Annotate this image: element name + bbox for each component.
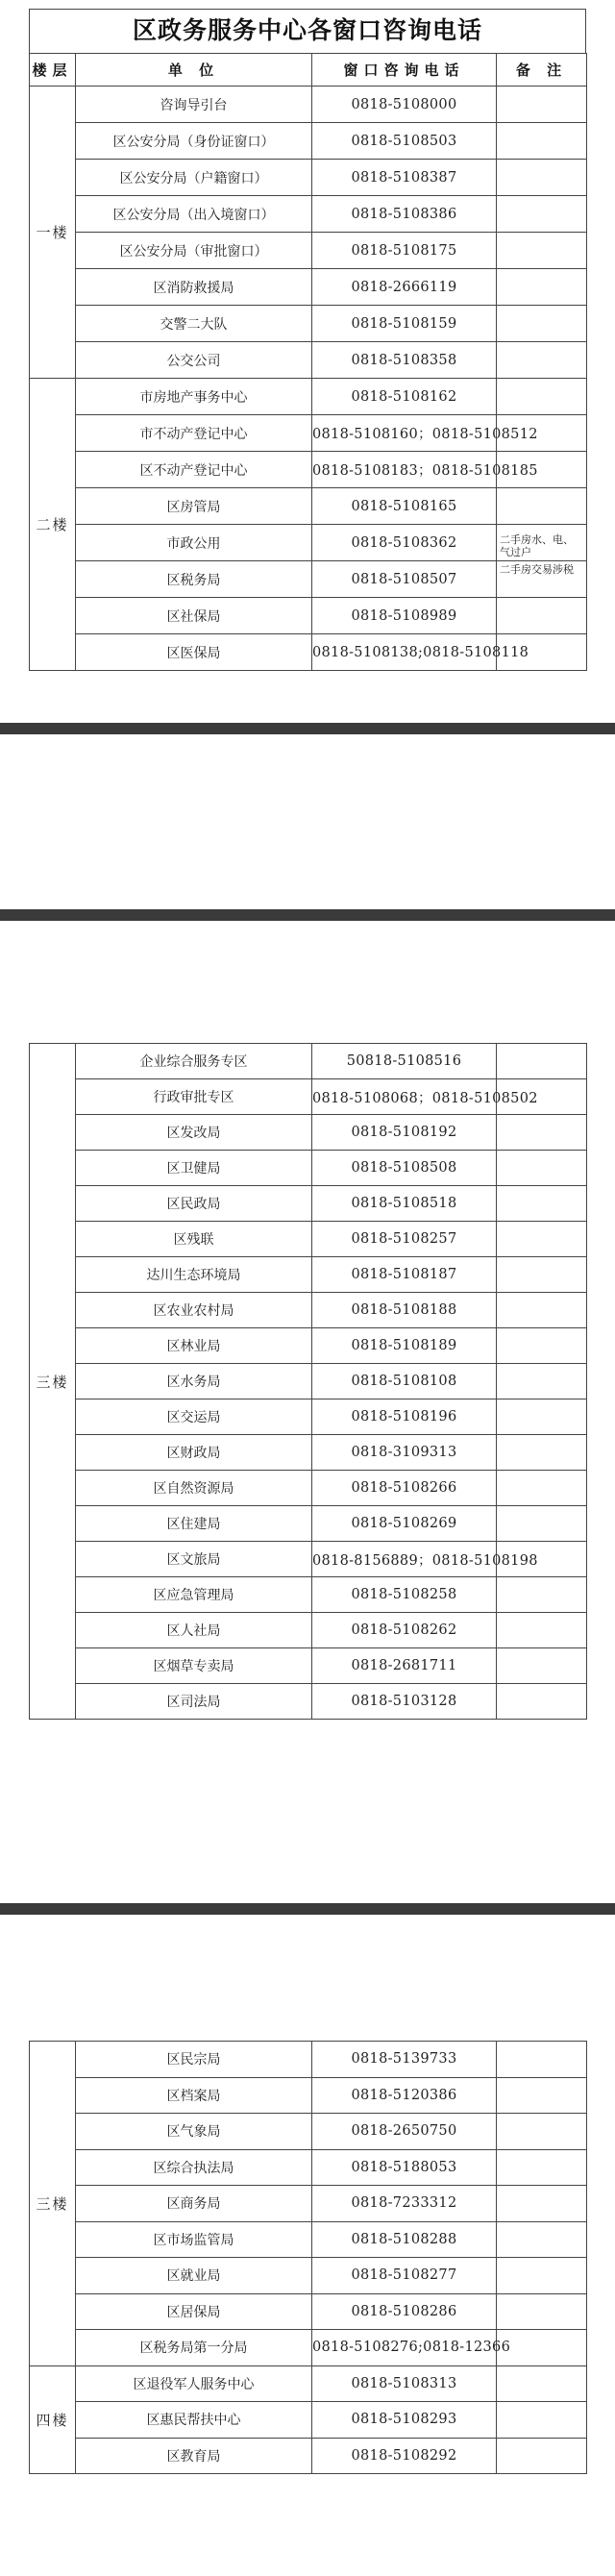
phone-table-page-2 bbox=[29, 1043, 587, 1720]
unit-cell: 区司法局 bbox=[76, 1684, 312, 1720]
unit-cell: 市政公用 bbox=[76, 525, 312, 561]
phone-cell: 0818-5120386 bbox=[312, 2077, 497, 2114]
note-cell bbox=[497, 233, 587, 269]
phone-cell: 0818-5108068；0818-5108502 bbox=[312, 1079, 497, 1115]
phone-table-page-1 bbox=[29, 53, 587, 671]
unit-cell: 区税务局 bbox=[76, 561, 312, 598]
table-row bbox=[30, 87, 587, 123]
phone-cell: 0818-5108518 bbox=[312, 1186, 497, 1222]
table-row bbox=[30, 1435, 587, 1471]
phone-cell: 0818-5108362 bbox=[312, 525, 497, 561]
note-cell bbox=[497, 1257, 587, 1293]
table-row bbox=[30, 379, 587, 415]
note-cell bbox=[497, 2293, 587, 2330]
unit-cell: 区住建局 bbox=[76, 1506, 312, 1542]
phone-cell: 0818-5108288 bbox=[312, 2221, 497, 2258]
table-row bbox=[30, 598, 587, 634]
note-cell: 二手房交易涉税 bbox=[497, 561, 587, 598]
unit-cell: 区公安分局（审批窗口） bbox=[76, 233, 312, 269]
note-cell bbox=[497, 1613, 587, 1648]
note-cell bbox=[497, 196, 587, 233]
note-cell bbox=[497, 1506, 587, 1542]
phone-cell: 0818-5108508 bbox=[312, 1151, 497, 1186]
table-row bbox=[30, 452, 587, 488]
phone-table-page-3 bbox=[29, 2041, 587, 2474]
unit-cell: 区文旅局 bbox=[76, 1542, 312, 1577]
table-row bbox=[30, 160, 587, 196]
table-row bbox=[30, 269, 587, 306]
table-row bbox=[30, 233, 587, 269]
unit-cell: 区人社局 bbox=[76, 1613, 312, 1648]
floor-cell: 三楼 bbox=[30, 2042, 76, 2366]
unit-cell: 行政审批专区 bbox=[76, 1079, 312, 1115]
unit-cell: 区居保局 bbox=[76, 2293, 312, 2330]
phone-cell: 0818-2650750 bbox=[312, 2114, 497, 2150]
phone-cell: 0818-5108138;0818-5108118 bbox=[312, 634, 497, 671]
table-row bbox=[30, 1613, 587, 1648]
unit-cell: 市房地产事务中心 bbox=[76, 379, 312, 415]
note-cell bbox=[497, 1293, 587, 1328]
unit-cell: 公交公司 bbox=[76, 342, 312, 379]
table-row bbox=[30, 1328, 587, 1364]
note-cell bbox=[497, 1364, 587, 1399]
phone-cell: 0818-5108358 bbox=[312, 342, 497, 379]
table-row bbox=[30, 2258, 587, 2294]
unit-cell: 区综合执法局 bbox=[76, 2149, 312, 2186]
phone-cell: 0818-5108989 bbox=[312, 598, 497, 634]
table-row bbox=[30, 1577, 587, 1613]
table-row bbox=[30, 525, 587, 561]
unit-cell: 区林业局 bbox=[76, 1328, 312, 1364]
note-cell bbox=[497, 2258, 587, 2294]
note-cell bbox=[497, 2221, 587, 2258]
table-row bbox=[30, 488, 587, 525]
table-row bbox=[30, 415, 587, 452]
unit-cell: 区市场监管局 bbox=[76, 2221, 312, 2258]
note-cell bbox=[497, 598, 587, 634]
table-row bbox=[30, 123, 587, 160]
phone-cell: 0818-5108507 bbox=[312, 561, 497, 598]
note-cell bbox=[497, 87, 587, 123]
note-cell bbox=[497, 2114, 587, 2150]
unit-cell: 区财政局 bbox=[76, 1435, 312, 1471]
table-row bbox=[30, 1684, 587, 1720]
header-note: 备 注 bbox=[497, 54, 587, 87]
page-separator bbox=[0, 909, 615, 921]
phone-cell: 0818-5108293 bbox=[312, 2402, 497, 2439]
phone-cell: 0818-5108276;0818-12366 bbox=[312, 2330, 497, 2366]
table-row bbox=[30, 2402, 587, 2439]
page-separator bbox=[0, 1903, 615, 1915]
phone-cell: 0818-5108160；0818-5108512 bbox=[312, 415, 497, 452]
header-phone: 窗口咨询电话 bbox=[312, 54, 497, 87]
phone-cell: 0818-5108188 bbox=[312, 1293, 497, 1328]
unit-cell: 区退役军人服务中心 bbox=[76, 2365, 312, 2402]
phone-cell: 0818-5108262 bbox=[312, 1613, 497, 1648]
table-row bbox=[30, 1044, 587, 1079]
table-row bbox=[30, 1257, 587, 1293]
note-cell bbox=[497, 379, 587, 415]
phone-cell: 0818-7233312 bbox=[312, 2186, 497, 2222]
phone-cell: 0818-5108196 bbox=[312, 1399, 497, 1435]
phone-cell: 0818-5108165 bbox=[312, 488, 497, 525]
unit-cell: 区社保局 bbox=[76, 598, 312, 634]
note-cell bbox=[497, 1471, 587, 1506]
note-cell bbox=[497, 1328, 587, 1364]
note-cell bbox=[497, 2438, 587, 2474]
table-row bbox=[30, 1364, 587, 1399]
table-row bbox=[30, 1115, 587, 1151]
table-row bbox=[30, 1471, 587, 1506]
phone-cell: 0818-5108269 bbox=[312, 1506, 497, 1542]
table-row bbox=[30, 2114, 587, 2150]
phone-cell: 0818-5108175 bbox=[312, 233, 497, 269]
phone-cell: 0818-5139733 bbox=[312, 2042, 497, 2078]
note-cell bbox=[497, 123, 587, 160]
unit-cell: 区就业局 bbox=[76, 2258, 312, 2294]
header-floor: 楼层 bbox=[30, 54, 76, 87]
phone-cell: 0818-5108292 bbox=[312, 2438, 497, 2474]
phone-cell: 0818-3109313 bbox=[312, 1435, 497, 1471]
floor-cell: 一楼 bbox=[30, 87, 76, 379]
unit-cell: 区公安分局（出入境窗口） bbox=[76, 196, 312, 233]
note-cell bbox=[497, 2149, 587, 2186]
unit-cell: 区民政局 bbox=[76, 1186, 312, 1222]
note-cell bbox=[497, 1435, 587, 1471]
unit-cell: 区气象局 bbox=[76, 2114, 312, 2150]
phone-cell: 0818-5108192 bbox=[312, 1115, 497, 1151]
table-row bbox=[30, 342, 587, 379]
phone-cell: 0818-5108503 bbox=[312, 123, 497, 160]
unit-cell: 区应急管理局 bbox=[76, 1577, 312, 1613]
note-cell bbox=[497, 1115, 587, 1151]
table-row bbox=[30, 1648, 587, 1684]
note-cell bbox=[497, 1151, 587, 1186]
table-row bbox=[30, 561, 587, 598]
phone-cell: 0818-5108000 bbox=[312, 87, 497, 123]
note-cell: 二手房水、电、气过户 bbox=[497, 525, 587, 561]
phone-cell: 0818-5108387 bbox=[312, 160, 497, 196]
unit-cell: 区民宗局 bbox=[76, 2042, 312, 2078]
phone-cell: 0818-5108162 bbox=[312, 379, 497, 415]
unit-cell: 区消防救援局 bbox=[76, 269, 312, 306]
unit-cell: 区商务局 bbox=[76, 2186, 312, 2222]
phone-cell: 0818-5108286 bbox=[312, 2293, 497, 2330]
unit-cell: 区医保局 bbox=[76, 634, 312, 671]
note-cell bbox=[497, 2042, 587, 2078]
table-row bbox=[30, 2042, 587, 2078]
phone-cell: 0818-2681711 bbox=[312, 1648, 497, 1684]
unit-cell: 区烟草专卖局 bbox=[76, 1648, 312, 1684]
note-cell bbox=[497, 160, 587, 196]
unit-cell: 交警二大队 bbox=[76, 306, 312, 342]
unit-cell: 区残联 bbox=[76, 1222, 312, 1257]
note-cell bbox=[497, 1684, 587, 1720]
unit-cell: 区教育局 bbox=[76, 2438, 312, 2474]
note-cell bbox=[497, 306, 587, 342]
table-row bbox=[30, 1542, 587, 1577]
unit-cell: 区不动产登记中心 bbox=[76, 452, 312, 488]
unit-cell: 咨询导引台 bbox=[76, 87, 312, 123]
unit-cell: 区农业农村局 bbox=[76, 1293, 312, 1328]
note-cell bbox=[497, 2402, 587, 2439]
table-row bbox=[30, 1293, 587, 1328]
unit-cell: 区公安分局（身份证窗口） bbox=[76, 123, 312, 160]
phone-cell: 0818-5108183；0818-5108185 bbox=[312, 452, 497, 488]
table-row bbox=[30, 1186, 587, 1222]
unit-cell: 企业综合服务专区 bbox=[76, 1044, 312, 1079]
unit-cell: 区房管局 bbox=[76, 488, 312, 525]
phone-cell: 0818-2666119 bbox=[312, 269, 497, 306]
note-cell bbox=[497, 1222, 587, 1257]
phone-cell: 0818-5108257 bbox=[312, 1222, 497, 1257]
note-cell bbox=[497, 1648, 587, 1684]
table-row bbox=[30, 1222, 587, 1257]
unit-cell: 区公安分局（户籍窗口） bbox=[76, 160, 312, 196]
unit-cell: 区自然资源局 bbox=[76, 1471, 312, 1506]
note-cell bbox=[497, 1399, 587, 1435]
phone-cell: 0818-5188053 bbox=[312, 2149, 497, 2186]
phone-cell: 0818-8156889；0818-5108198 bbox=[312, 1542, 497, 1577]
phone-cell: 0818-5108266 bbox=[312, 1471, 497, 1506]
phone-cell: 0818-5108189 bbox=[312, 1328, 497, 1364]
unit-cell: 区发改局 bbox=[76, 1115, 312, 1151]
unit-cell: 达川生态环境局 bbox=[76, 1257, 312, 1293]
table-row bbox=[30, 2293, 587, 2330]
note-cell bbox=[497, 1186, 587, 1222]
table-row bbox=[30, 306, 587, 342]
phone-cell: 0818-5108277 bbox=[312, 2258, 497, 2294]
table-row bbox=[30, 634, 587, 671]
note-cell bbox=[497, 342, 587, 379]
unit-cell: 区水务局 bbox=[76, 1364, 312, 1399]
note-cell bbox=[497, 2186, 587, 2222]
table-row bbox=[30, 1151, 587, 1186]
page-title: 区政务服务中心各窗口咨询电话 bbox=[29, 9, 586, 54]
phone-cell: 0818-5108313 bbox=[312, 2365, 497, 2402]
note-cell bbox=[497, 2077, 587, 2114]
unit-cell: 区卫健局 bbox=[76, 1151, 312, 1186]
note-cell bbox=[497, 2365, 587, 2402]
table-row bbox=[30, 2077, 587, 2114]
phone-cell: 0818-5108187 bbox=[312, 1257, 497, 1293]
note-cell bbox=[497, 269, 587, 306]
note-cell bbox=[497, 1577, 587, 1613]
phone-cell: 0818-5108108 bbox=[312, 1364, 497, 1399]
note-cell bbox=[497, 488, 587, 525]
table-row bbox=[30, 1399, 587, 1435]
phone-cell: 0818-5108159 bbox=[312, 306, 497, 342]
page-separator bbox=[0, 723, 615, 734]
floor-cell: 三楼 bbox=[30, 1044, 76, 1720]
phone-cell: 0818-5103128 bbox=[312, 1684, 497, 1720]
unit-cell: 区档案局 bbox=[76, 2077, 312, 2114]
phone-cell: 0818-5108386 bbox=[312, 196, 497, 233]
table-row bbox=[30, 2330, 587, 2366]
unit-cell: 区惠民帮扶中心 bbox=[76, 2402, 312, 2439]
table-row bbox=[30, 196, 587, 233]
table-row bbox=[30, 1079, 587, 1115]
table-row bbox=[30, 2438, 587, 2474]
table-row bbox=[30, 1506, 587, 1542]
table-row bbox=[30, 2221, 587, 2258]
header-unit: 单 位 bbox=[76, 54, 312, 87]
unit-cell: 区交运局 bbox=[76, 1399, 312, 1435]
phone-cell: 0818-5108258 bbox=[312, 1577, 497, 1613]
floor-cell: 二楼 bbox=[30, 379, 76, 671]
phone-cell: 50818-5108516 bbox=[312, 1044, 497, 1079]
table-row bbox=[30, 2186, 587, 2222]
unit-cell: 区税务局第一分局 bbox=[76, 2330, 312, 2366]
note-cell bbox=[497, 1044, 587, 1079]
floor-cell: 四楼 bbox=[30, 2365, 76, 2474]
table-row bbox=[30, 2149, 587, 2186]
table-row bbox=[30, 2365, 587, 2402]
unit-cell: 市不动产登记中心 bbox=[76, 415, 312, 452]
